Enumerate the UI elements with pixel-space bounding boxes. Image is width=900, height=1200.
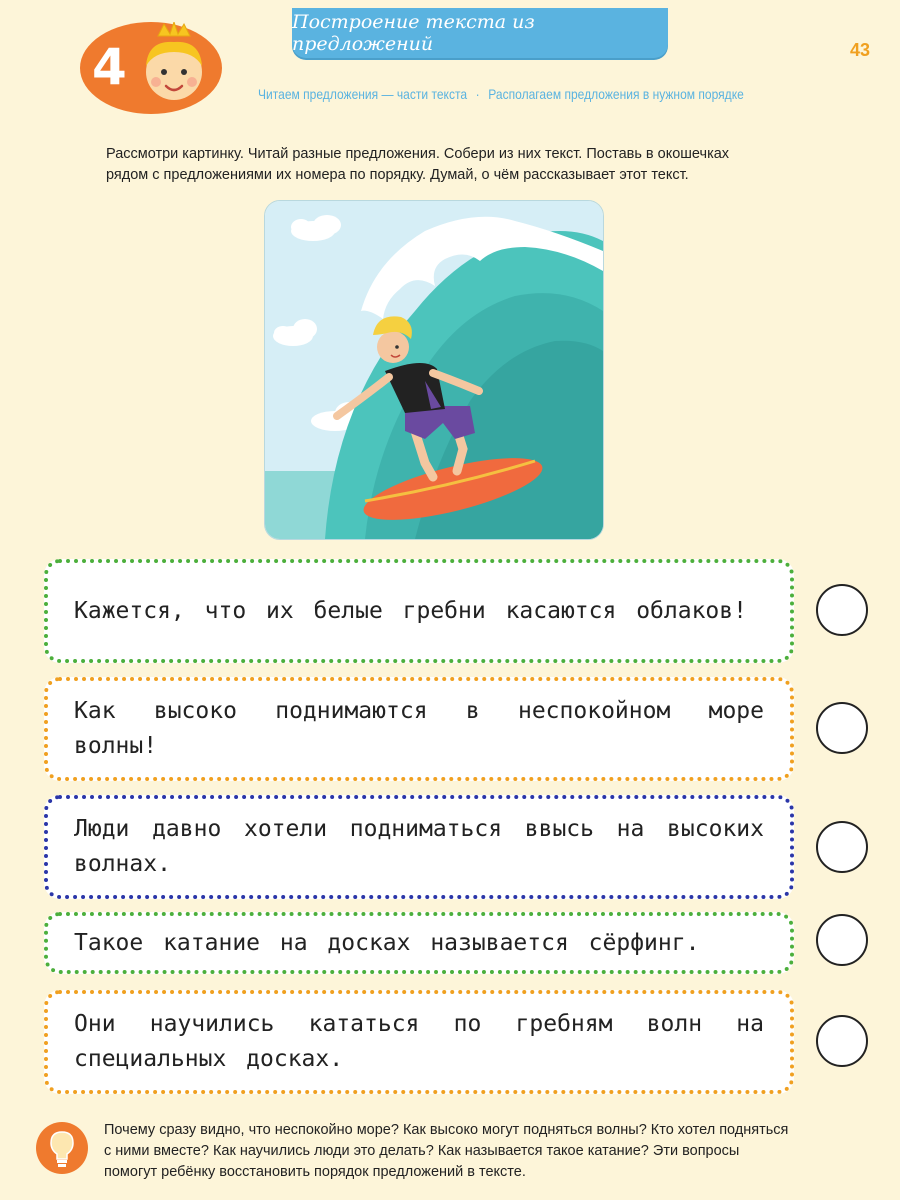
- instructions: [106, 144, 826, 186]
- subtitle-1: Читаем предложения — части текста: [258, 86, 468, 102]
- sentence-box-4: [44, 912, 794, 974]
- sentence-text: Люди давно хотели подниматься ввысь на высоких волнах.: [74, 816, 764, 877]
- hint-line: с ними вместе? Как научились люди это делать? Как называется такое катание? Эти вопросы: [104, 1143, 740, 1159]
- lesson-number: 4: [92, 38, 127, 96]
- sentence-box-2: [44, 677, 794, 781]
- surfer-illustration: [264, 200, 604, 540]
- hint-line: Почему сразу видно, что неспокойно море? Как высоко могут подняться волны? Кто хотел подняться: [104, 1122, 789, 1138]
- page-title: Построение текста из предложений: [292, 11, 535, 55]
- answer-circle-4[interactable]: [816, 914, 868, 966]
- subtitle-separator: ·: [475, 86, 480, 102]
- sentence-text: Как высоко поднимаются в неспокойном море волны!: [74, 698, 764, 759]
- instructions-line: Рассмотри картинку. Читай разные предложения. Собери из них текст. Поставь в окошечках: [106, 146, 730, 162]
- lightbulb-icon: [36, 1122, 88, 1174]
- princess-face-icon: [134, 22, 214, 112]
- sentence-text: Такое катание на досках называется сёрфинг.: [74, 929, 700, 956]
- instructions-line: рядом с предложениями их номера по порядку. Думай, о чём рассказывает этот текст.: [106, 167, 689, 183]
- subtitle-2: Располагаем предложения в нужном порядке: [488, 86, 744, 102]
- sentence-text: Кажется, что их белые гребни касаются облаков!: [74, 597, 747, 624]
- answer-circle-2[interactable]: [816, 702, 868, 754]
- page-number: 43: [849, 40, 870, 60]
- hint-text: [104, 1120, 884, 1183]
- sentence-text: Они научились кататься по гребням волн на специальных досках.: [74, 1011, 764, 1072]
- sentence-box-1: [44, 559, 794, 663]
- sentence-box-3: [44, 795, 794, 899]
- hint-line: помогут ребёнку восстановить порядок предложений в тексте.: [104, 1164, 526, 1180]
- answer-circle-3[interactable]: [816, 821, 868, 873]
- answer-circle-5[interactable]: [816, 1015, 868, 1067]
- answer-circle-1[interactable]: [816, 584, 868, 636]
- page-title-banner: [292, 8, 668, 58]
- lesson-subtitles: [258, 86, 744, 102]
- sentence-box-5: [44, 990, 794, 1094]
